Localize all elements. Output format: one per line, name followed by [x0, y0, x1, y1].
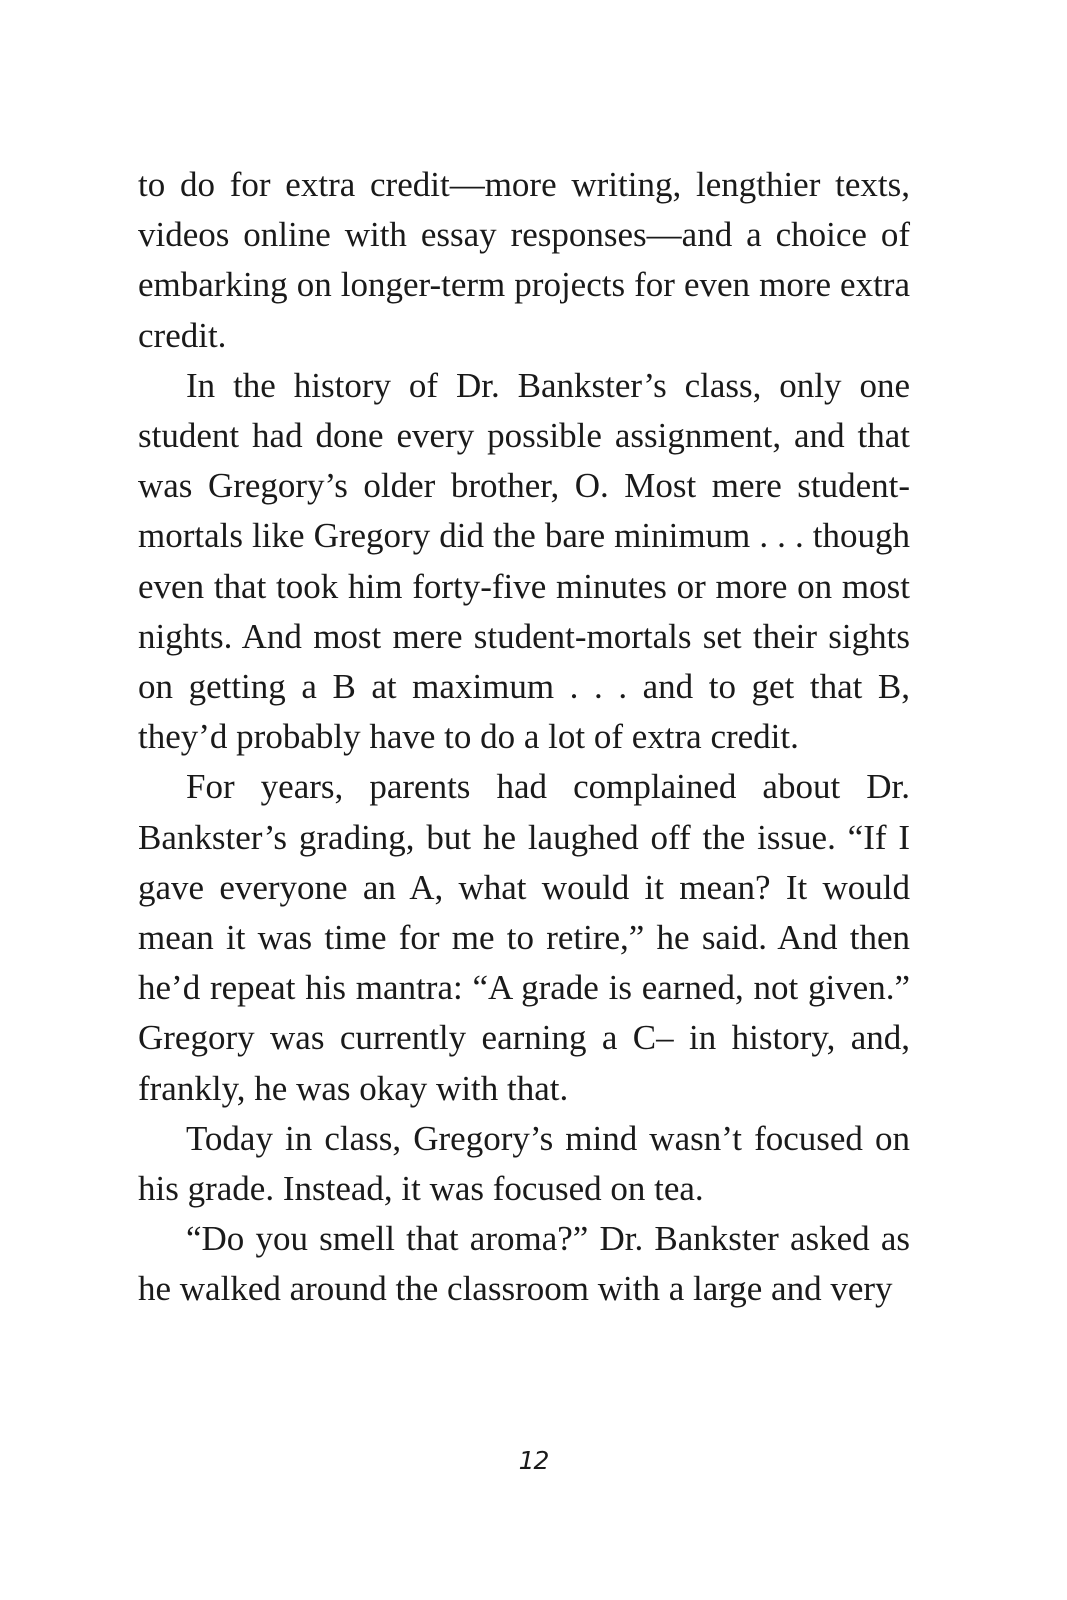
paragraph: For years, parents had complained about Dr. Bankster’s grading, but he laughed off the issue. “If I gave everyone an A, what would it mean? It would mean it was time for me to retire,” he said. And then he’d repeat his mantra: “A grade is earned, not given.” Gregory was currently earning a C– in history, and, frankly, he was okay with that. — [138, 767, 910, 1108]
paragraph: Today in class, Gregory’s mind wasn’t focused on his grade. Instead, it was focused on tea. — [138, 1118, 910, 1209]
page-number: 12 — [518, 1446, 549, 1475]
paragraph-continued: to do for extra credit—more writing, lengthier texts, videos online with essay responses—and a choice of embarking on longer-term projects for even more extra credit. — [138, 165, 910, 355]
body-text — [138, 160, 910, 1315]
paragraph: “Do you smell that aroma?” Dr. Bankster asked as he walked around the classroom with a large and very — [138, 1219, 910, 1309]
paragraph: In the history of Dr. Bankster’s class, only one student had done every possible assignment, and that was Gregory’s older brother, O. Most mere student-mortals like Gregory did the bare minimum . . . though even that took him forty-five minutes or more on most nights. And most mere student-mortals set their sights on getting a B at maximum . . . and to get that B, they’d probably have to do a lot of extra credit. — [138, 365, 910, 757]
